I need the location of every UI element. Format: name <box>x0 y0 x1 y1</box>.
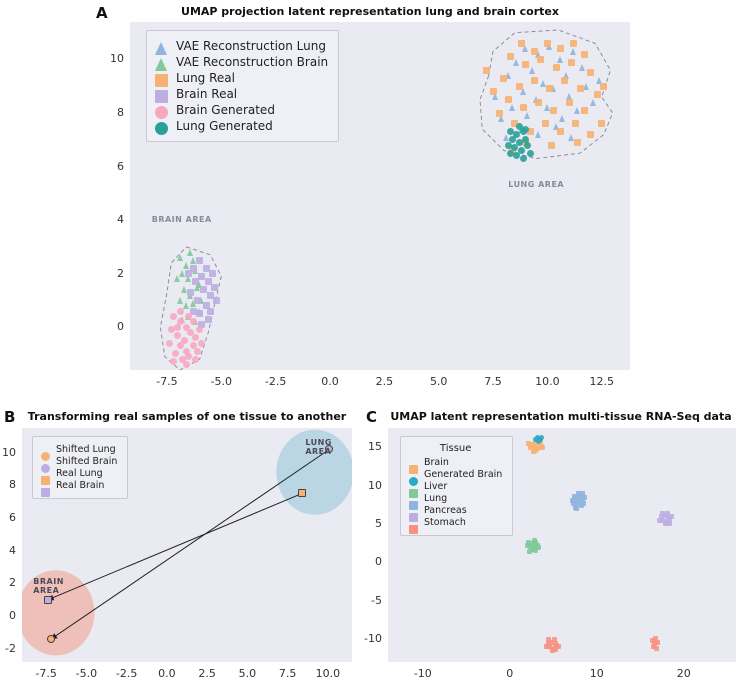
legend-label: Shifted Lung <box>56 444 116 455</box>
legend-label: Brain Generated <box>176 103 275 117</box>
panel-a-legend <box>146 30 339 142</box>
legend-marker-icon <box>155 87 169 101</box>
x-tick-label: -2.5 <box>264 375 287 388</box>
x-tick-label: 20 <box>676 667 691 680</box>
y-tick-label: -10 <box>364 631 382 645</box>
x-tick-label: 7.5 <box>278 667 297 680</box>
data-point <box>535 99 542 106</box>
data-point <box>496 110 503 117</box>
data-point <box>527 549 532 554</box>
data-point <box>572 120 579 127</box>
panel-b-title: Transforming real samples of one tissue to another <box>27 410 347 423</box>
panel-c-legend <box>400 436 513 536</box>
data-point <box>657 518 662 523</box>
legend-item[interactable] <box>41 444 117 455</box>
data-point <box>667 521 672 526</box>
x-tick-label: 0 <box>506 667 514 680</box>
data-point <box>505 142 512 149</box>
data-point <box>207 308 214 315</box>
data-point <box>535 131 541 138</box>
data-point <box>556 644 561 649</box>
data-point <box>532 538 537 543</box>
data-point <box>47 635 55 643</box>
data-point <box>174 275 180 282</box>
data-point <box>581 501 586 506</box>
data-point <box>561 77 568 84</box>
data-point <box>509 104 515 111</box>
legend-item[interactable] <box>41 468 117 479</box>
data-point <box>537 56 544 63</box>
y-tick-label: 5 <box>375 516 382 530</box>
y-tick-label: -2 <box>5 641 16 655</box>
legend-item[interactable] <box>155 39 328 53</box>
data-point <box>196 310 203 317</box>
legend-label: Stomach <box>424 517 466 528</box>
data-point <box>570 40 577 47</box>
legend-label: Brain <box>424 457 449 468</box>
x-tick-label: 7.5 <box>484 375 502 388</box>
data-point <box>174 324 181 331</box>
x-tick-label: 0.0 <box>321 375 339 388</box>
data-point <box>568 59 575 66</box>
legend-marker-icon <box>409 470 419 480</box>
data-point <box>570 48 576 55</box>
legend-marker-icon <box>409 506 419 516</box>
data-point <box>183 262 189 269</box>
legend-label: VAE Reconstruction Lung <box>176 39 326 53</box>
legend-marker-icon <box>41 457 51 467</box>
data-point <box>520 155 527 162</box>
y-tick-label: 6 <box>117 159 124 173</box>
y-tick-label: 8 <box>9 478 16 492</box>
data-point <box>546 637 551 642</box>
panel-a-letter: A <box>96 4 108 22</box>
legend-label: Lung Generated <box>176 119 273 133</box>
data-point <box>557 45 564 52</box>
legend-label: Real Lung <box>56 468 103 479</box>
x-tick-label: -5.0 <box>75 667 98 680</box>
legend-label: VAE Reconstruction Brain <box>176 55 329 69</box>
data-point <box>594 91 601 98</box>
data-point <box>582 495 587 500</box>
data-point <box>531 449 536 454</box>
legend-marker-icon <box>41 469 51 479</box>
x-tick-label: -7.5 <box>35 667 57 680</box>
legend-title: Tissue <box>439 443 472 454</box>
data-point <box>544 40 551 47</box>
legend-marker-icon <box>409 458 419 468</box>
data-point <box>579 64 585 71</box>
data-point <box>505 96 512 103</box>
y-tick-label: 10 <box>368 478 382 492</box>
data-point <box>516 123 523 130</box>
legend-item[interactable] <box>41 456 117 467</box>
data-point <box>183 302 189 309</box>
legend-item[interactable] <box>409 481 502 492</box>
legend-marker-icon <box>155 119 169 133</box>
y-tick-label: 2 <box>9 576 16 590</box>
marker-triangle <box>155 42 167 55</box>
y-tick-label: 10 <box>110 52 124 66</box>
data-point <box>516 83 523 90</box>
data-point <box>559 115 565 122</box>
x-tick-label: 10 <box>589 667 604 680</box>
data-point <box>566 99 573 106</box>
data-point <box>525 543 530 548</box>
panel-a-title: UMAP projection latent representation lung and brain cortex <box>181 5 559 18</box>
y-tick-label: 4 <box>117 213 124 227</box>
legend-item[interactable] <box>409 505 502 516</box>
data-point <box>177 254 183 261</box>
data-point <box>507 150 514 157</box>
y-tick-label: 10 <box>2 445 16 459</box>
data-point <box>518 40 525 47</box>
legend-marker-icon <box>409 482 419 492</box>
x-tick-label: 12.5 <box>589 375 614 388</box>
data-point <box>44 596 52 604</box>
legend-label: Pancreas <box>424 505 467 516</box>
data-point <box>546 85 553 92</box>
data-point <box>298 489 306 497</box>
data-point <box>185 270 192 277</box>
data-point <box>574 506 579 511</box>
data-point <box>540 80 546 87</box>
y-tick-label: 4 <box>9 543 16 557</box>
data-point <box>524 112 530 119</box>
data-point <box>500 75 507 82</box>
data-point <box>654 646 659 651</box>
legend-marker-icon <box>155 55 169 69</box>
legend-item[interactable] <box>409 469 502 480</box>
marker-circle <box>155 106 168 119</box>
legend-marker-icon <box>409 518 419 528</box>
data-point <box>550 107 557 114</box>
data-point <box>522 126 529 133</box>
transform-arrow <box>48 493 302 599</box>
data-point <box>181 286 187 293</box>
data-point <box>552 637 557 642</box>
x-tick-label: 5.0 <box>238 667 257 680</box>
data-point <box>655 640 660 645</box>
data-point <box>194 297 201 304</box>
legend-label: Liver <box>424 481 448 492</box>
legend-marker-icon <box>155 103 169 117</box>
data-point <box>211 284 218 291</box>
data-point <box>190 318 197 325</box>
data-point <box>187 289 194 296</box>
legend-item[interactable] <box>155 119 328 133</box>
y-tick-label: 15 <box>368 440 382 454</box>
data-point <box>539 435 544 440</box>
legend-item[interactable] <box>409 457 502 468</box>
data-point <box>205 316 212 323</box>
y-tick-label: -5 <box>371 593 382 607</box>
data-point <box>187 249 193 256</box>
data-point <box>590 99 596 106</box>
data-point <box>174 332 181 339</box>
legend-marker-icon <box>41 445 51 455</box>
data-point <box>587 69 594 76</box>
legend-label: Lung <box>424 493 448 504</box>
marker-triangle <box>155 58 167 71</box>
data-point <box>598 120 605 127</box>
data-point <box>669 514 674 519</box>
x-tick-label: 0.0 <box>158 667 176 680</box>
data-point <box>583 83 589 90</box>
data-point <box>568 134 574 141</box>
x-tick-label: 2.5 <box>198 667 216 680</box>
data-point <box>507 53 514 60</box>
data-point <box>665 511 670 516</box>
legend-marker-icon <box>155 39 169 53</box>
data-point <box>177 342 184 349</box>
x-tick-label: 10.0 <box>315 667 341 680</box>
panel-b-letter: B <box>4 408 16 426</box>
data-point <box>531 77 538 84</box>
area-annotation: BRAIN AREA <box>151 214 212 224</box>
data-point <box>513 59 519 66</box>
data-point <box>581 107 588 114</box>
data-point <box>581 51 588 58</box>
y-tick-label: 6 <box>9 511 16 524</box>
legend-item[interactable] <box>155 71 328 85</box>
legend-label: Shifted Brain <box>56 456 118 467</box>
data-point <box>574 139 581 146</box>
legend-item[interactable] <box>41 480 117 491</box>
legend-label: Lung Real <box>176 71 235 85</box>
legend-item[interactable] <box>409 517 502 528</box>
panel-c-title: UMAP latent representation multi-tissue RNA-Seq data <box>390 410 732 423</box>
legend-marker-icon <box>155 71 169 85</box>
y-tick-label: 0 <box>9 609 16 623</box>
x-tick-label: -2.5 <box>115 667 138 680</box>
data-point <box>177 297 183 304</box>
y-tick-label: 8 <box>117 106 124 119</box>
x-tick-label: -10 <box>413 667 432 680</box>
data-point <box>522 61 529 68</box>
data-point <box>540 445 545 450</box>
legend-item[interactable] <box>155 87 328 101</box>
data-point <box>527 150 534 157</box>
data-point <box>536 545 541 550</box>
legend-label: Real Brain <box>56 480 105 491</box>
x-tick-label: 10.0 <box>535 375 560 388</box>
data-point <box>600 83 607 90</box>
data-point <box>192 278 199 285</box>
legend-label: Brain Real <box>176 87 238 101</box>
y-tick-label: 0 <box>375 555 382 569</box>
data-point <box>190 257 196 264</box>
data-point <box>198 340 205 347</box>
area-annotation: LUNG AREA <box>508 179 565 189</box>
panel-c-letter: C <box>366 408 378 426</box>
data-point <box>529 67 535 74</box>
legend-item[interactable] <box>155 103 328 117</box>
data-point <box>520 104 527 111</box>
marker-square <box>155 90 168 103</box>
data-point <box>553 64 560 71</box>
x-tick-label: -5.0 <box>210 375 233 388</box>
data-point <box>544 644 549 649</box>
data-point <box>177 308 184 315</box>
legend-label: Generated Brain <box>424 469 503 480</box>
y-tick-label: 2 <box>117 266 124 280</box>
data-point <box>196 257 203 264</box>
data-point <box>548 142 555 149</box>
data-point <box>557 128 564 135</box>
data-point <box>192 356 199 363</box>
data-point <box>209 270 216 277</box>
data-point <box>524 142 531 149</box>
marker-square <box>41 488 50 497</box>
data-point <box>194 348 201 355</box>
legend-item[interactable] <box>155 55 328 69</box>
x-tick-label: 2.5 <box>375 375 394 388</box>
data-point <box>577 85 584 92</box>
data-point <box>166 340 173 347</box>
data-point <box>490 88 497 95</box>
panel-b-legend <box>32 436 128 499</box>
data-point <box>213 297 220 304</box>
data-point <box>544 104 550 111</box>
marker-circle <box>155 122 168 135</box>
data-point <box>170 313 177 320</box>
data-point <box>526 441 531 446</box>
legend-marker-icon <box>409 494 419 504</box>
y-tick-label: 0 <box>117 320 124 334</box>
x-tick-label: 5.0 <box>429 375 448 388</box>
data-point <box>531 48 538 55</box>
data-point <box>660 511 665 516</box>
data-point <box>542 120 549 127</box>
area-annotation: LUNG AREA <box>305 437 332 456</box>
marker-square <box>155 74 168 87</box>
data-point <box>587 131 594 138</box>
marker-square <box>409 525 418 534</box>
data-point <box>574 107 580 114</box>
area-annotation: BRAIN AREA <box>33 576 64 595</box>
legend-item[interactable] <box>409 493 502 504</box>
x-tick-label: -7.5 <box>156 375 178 388</box>
data-point <box>557 56 563 63</box>
legend-marker-icon <box>41 481 51 491</box>
data-point <box>483 67 490 74</box>
data-point <box>503 134 509 141</box>
